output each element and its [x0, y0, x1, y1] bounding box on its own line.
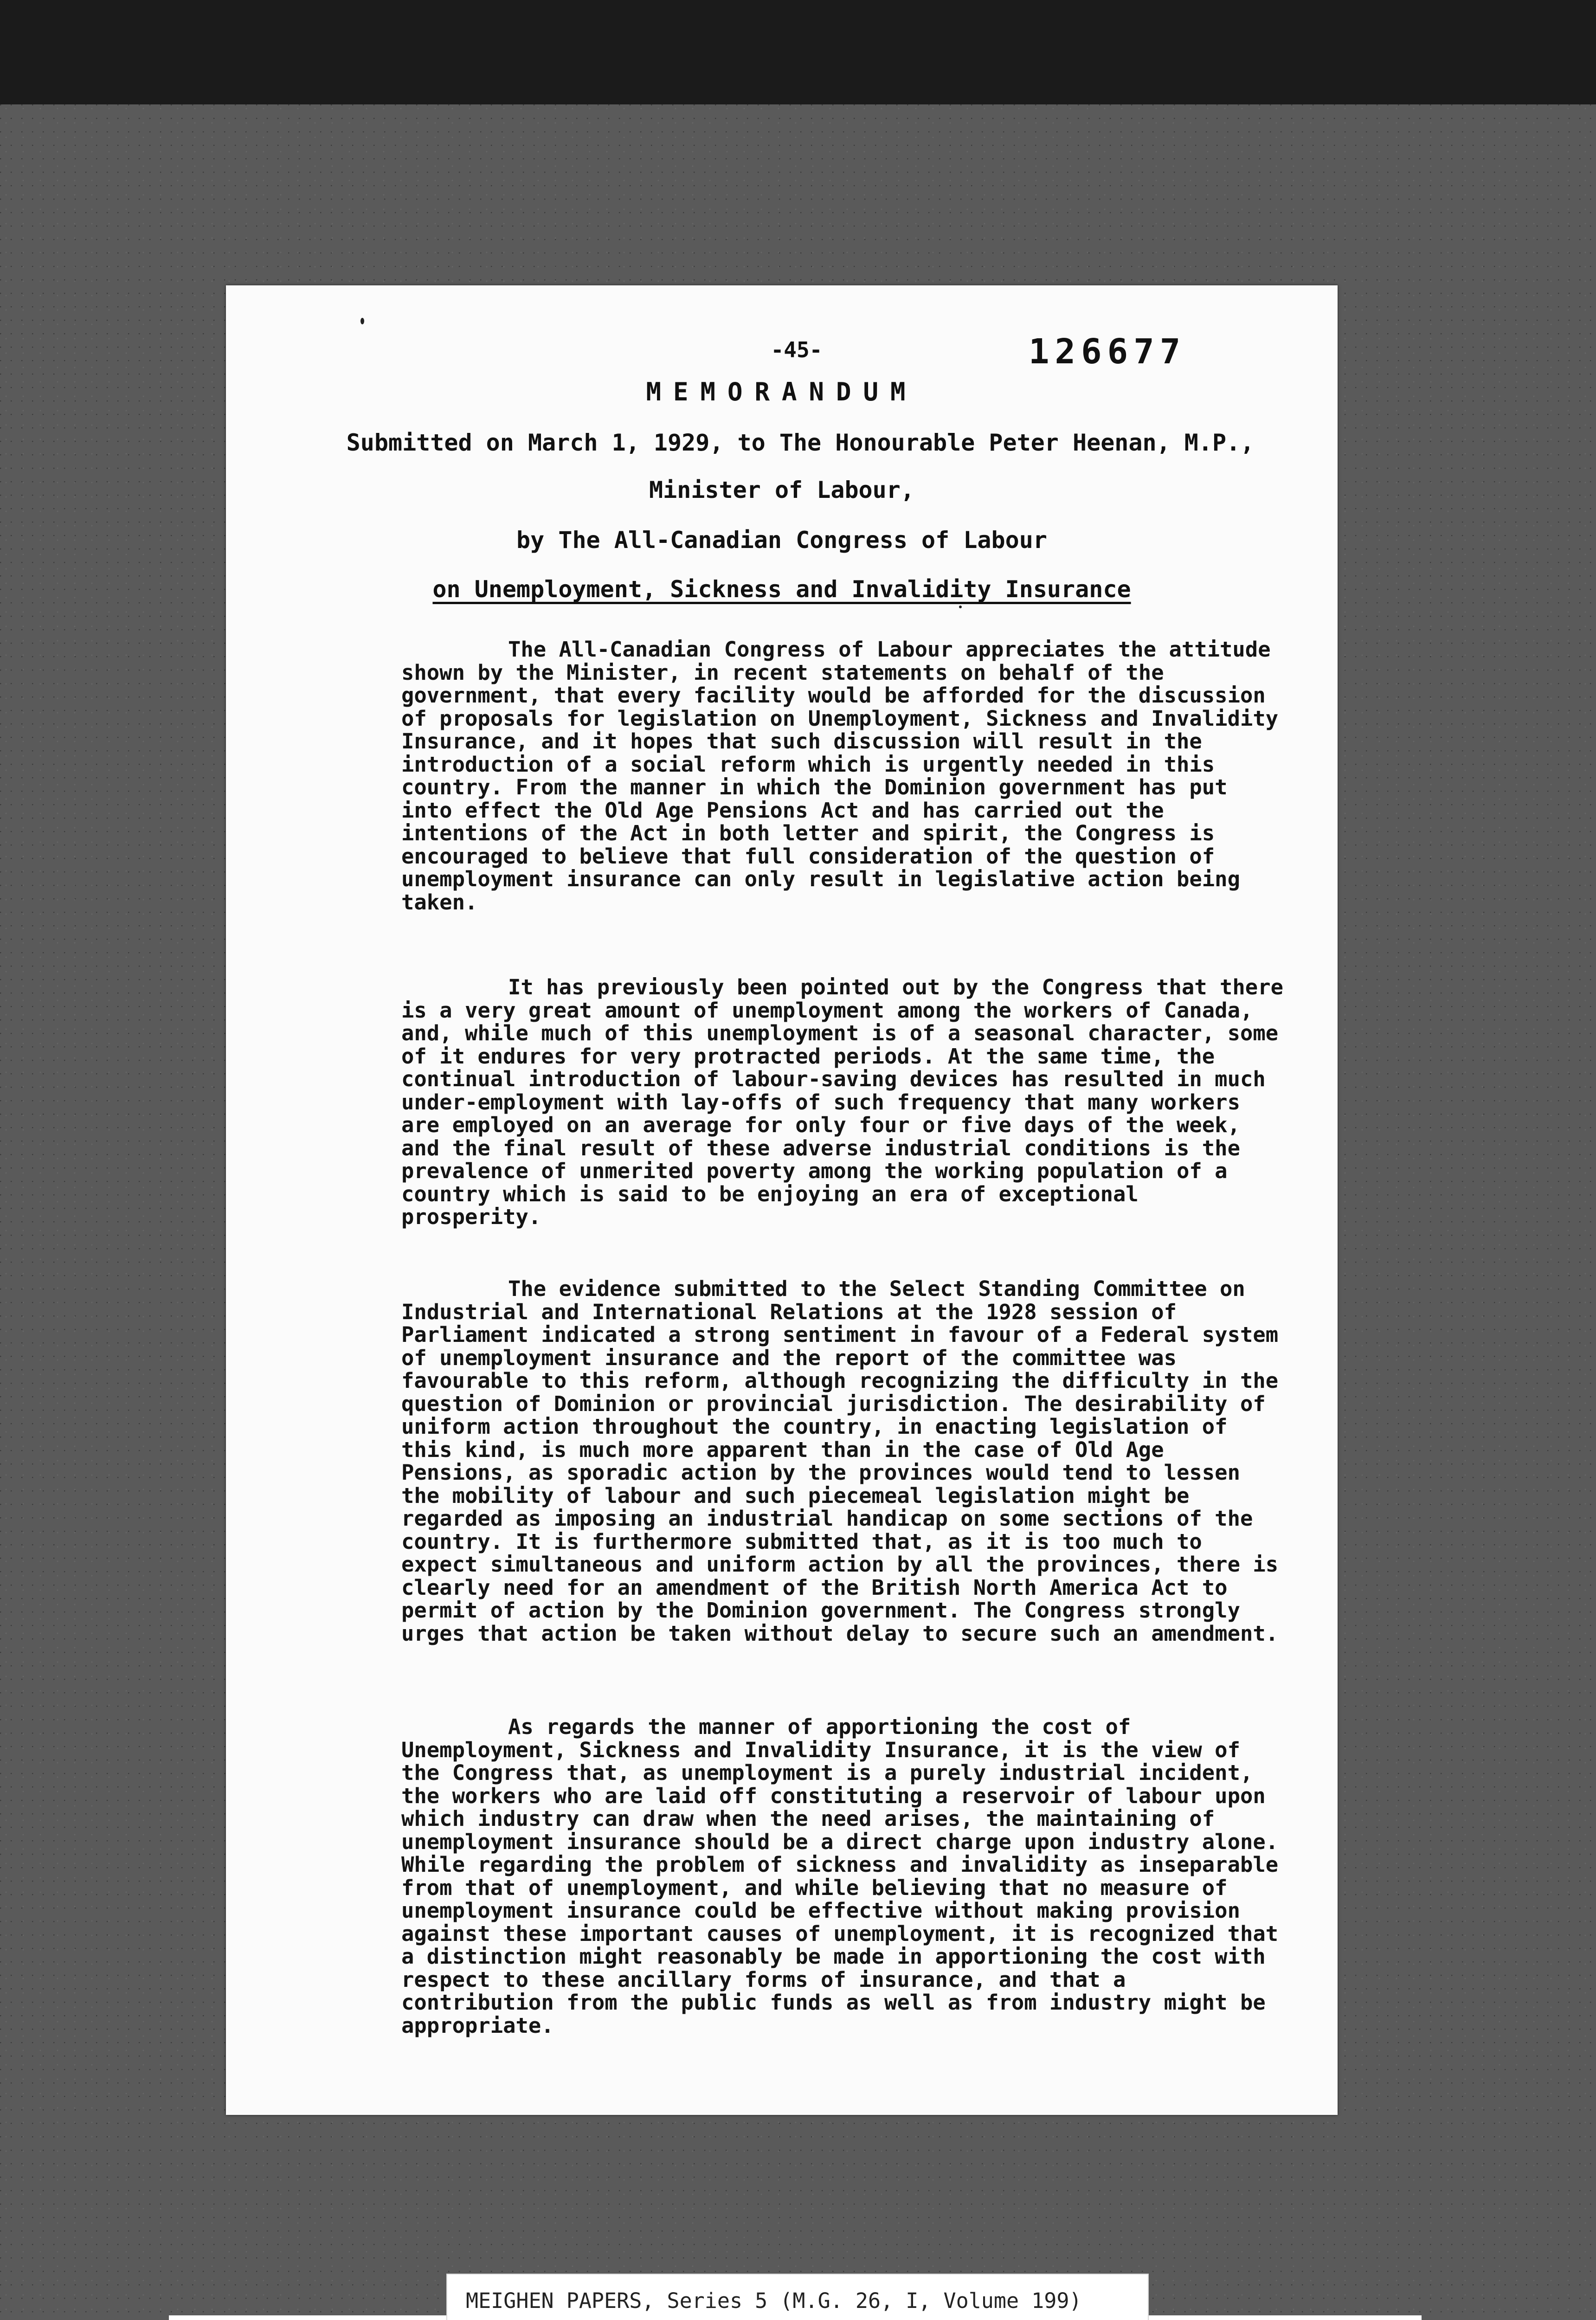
minister-line: Minister of Labour, [649, 477, 914, 503]
body-paragraph: The All-Canadian Congress of Labour appreciates the attitude shown by the Minister, in recent statements on behalf of the government, that every facility would be afforded for the discussion of proposals for legislation on Unemployment, Sickness and Invalidity Insurance, and it hopes that such discussion will result in the introduction of a social reform which is urgently needed in this country. From the manner in which the Dominion government has put into effect the Old Age Pensions Act and has carried out the intentions of the Act in both letter and spirit, the Congress is encouraged to believe that full consideration of the question of unemployment insurance can only result in legislative action being taken. [401, 637, 1279, 915]
memorandum-page [226, 285, 1338, 2115]
document-number: 126677 [1029, 332, 1186, 372]
memorandum-title: MEMORANDUM [646, 377, 918, 406]
page-number: -45- [771, 337, 823, 362]
body-paragraph: As regards the manner of apportioning the cost of Unemployment, Sickness and Invalidity Insurance, it is the view of the Congress that, as unemployment is a purely industrial incident, the workers who are laid off constituting a reservoir of labour upon which industry can draw when the need arises, the maintaining of unemployment insurance should be a direct charge upon industry alone. While regarding the problem of sickness and invalidity as inseparable from that of unemployment, and while believing that no measure of unemployment insurance could be effective without making provision against these important causes of unemployment, it is recognized that a distinction might reasonably be made in apportioning the cost with respect to these ancillary forms of insurance, and that a contribution from the public funds as well as from industry might be appropriate. [401, 1714, 1279, 2038]
film-border-top [0, 0, 1596, 104]
series-label: MEIGHEN PAPERS, Series 5 (M.G. 26, I, Volume 199) [466, 2288, 1082, 2313]
author-line: by The All-Canadian Congress of Labour [516, 527, 1047, 554]
series-label-strip [446, 2274, 1149, 2320]
body-paragraph: The evidence submitted to the Select Standing Committee on Industrial and International Relations at the 1928 session of Parliament indicated a strong sentiment in favour of a Federal system of unemployment insurance and the report of the committee was favourable to this reform, although recognizing the difficulty in the question of Dominion or provincial jurisdiction. The desirability of uniform action throughout the country, in enacting legislation of this kind, is much more apparent than in the case of Old Age Pensions, as sporadic action by the provinces would tend to lessen the mobility of labour and such piecemeal legislation might be regarded as imposing an industrial handicap on some sections of the country. It is furthermore submitted that, as it is too much to expect simultaneous and uniform action by all the provinces, there is clearly need for an amendment of the British North America Act to permit of action by the Dominion government. The Congress strongly urges that action be taken without delay to secure such an amendment. [401, 1276, 1279, 1646]
subject-line: on Unemployment, Sickness and Invalidity Insurance [432, 576, 1131, 603]
body-paragraph: It has previously been pointed out by the Congress that there is a very great amount of unemployment among the workers of Canada, and, while much of this unemployment is of a seasonal character, some of it endures for very protracted periods. At the same time, the continual introduction of labour-saving devices has resulted in much under-employment with lay-offs of such frequency that many workers are employed on an average for only four or five days of the week, and the final result of these adverse industrial conditions is the prevalence of unmerited poverty among the working population of a country which is said to be enjoying an era of exceptional prosperity. [401, 975, 1283, 1229]
submitted-line: Submitted on March 1, 1929, to The Honourable Peter Heenan, M.P., [346, 429, 1255, 456]
scan-speck [360, 318, 364, 324]
scan-speck [959, 606, 962, 608]
